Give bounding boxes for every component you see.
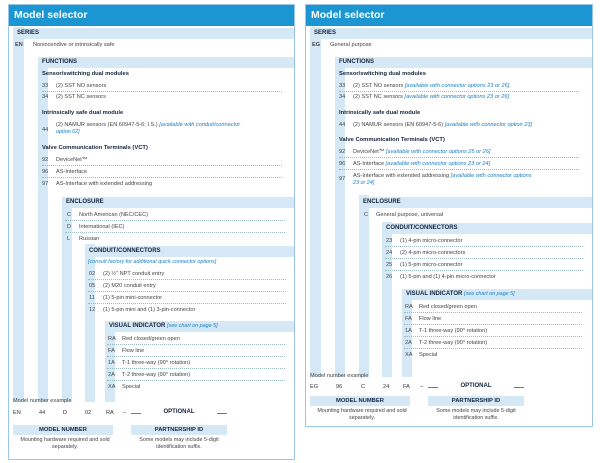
right-sensor-label-1: (2) SST NC sensors [available with connector options 23 or 26] bbox=[353, 94, 509, 100]
left-enc-label-2: Russian bbox=[79, 236, 100, 242]
right-vct-code-2: 97 bbox=[339, 176, 346, 182]
left-example-1: 44 bbox=[39, 410, 46, 416]
right-sensor-sub: Sensor/switching dual modules bbox=[339, 71, 426, 77]
right-example-title: Model number example bbox=[310, 373, 369, 379]
right-partnership-id-label: PARTNERSHIP ID bbox=[428, 396, 524, 406]
right-conduit-label-3: (1) 5-pin and (1) 4-pin micro-connector bbox=[400, 274, 496, 280]
left-model-number-label: MODEL NUMBER bbox=[13, 425, 113, 435]
left-enclosure-header: ENCLOSURE bbox=[62, 197, 294, 208]
right-example-4: FA bbox=[403, 384, 410, 390]
left-enc-code-2: L bbox=[67, 236, 71, 242]
right-is-code: 44 bbox=[339, 122, 346, 128]
right-conduit-header: CONDUIT/CONNECTORS bbox=[382, 223, 592, 234]
divider bbox=[339, 91, 579, 92]
right-visual-label-4: Special bbox=[419, 352, 438, 358]
left-vct-label-0: DeviceNet™ bbox=[56, 157, 88, 163]
divider bbox=[107, 344, 285, 345]
right-series-header: SERIES bbox=[310, 28, 592, 39]
divider bbox=[107, 356, 285, 357]
left-conduit-label-2: (1) 5-pin mini-connector bbox=[103, 295, 163, 301]
left-conduit-code-1: 05 bbox=[89, 283, 96, 289]
right-vct-code-1: 96 bbox=[339, 161, 346, 167]
optional-line bbox=[131, 413, 141, 414]
left-model-note: Mounting hardware required and sold separately. bbox=[20, 437, 110, 450]
left-partnership-id-label: PARTNERSHIP ID bbox=[131, 425, 227, 435]
left-vct-code-2: 97 bbox=[42, 181, 49, 187]
left-conduit-bar bbox=[85, 244, 95, 402]
left-example-3: 02 bbox=[85, 410, 92, 416]
left-sensor-label-0: (2) SST NO sensors bbox=[56, 83, 107, 89]
left-visual-label-1: Flow line bbox=[122, 348, 145, 354]
left-visual-label-3: T-2 three-way (90° rotation) bbox=[122, 372, 191, 378]
left-example-2: D bbox=[63, 410, 68, 416]
left-enc-label-0: North American (NEC/CEC) bbox=[79, 212, 149, 218]
right-visual-code-2: 1A bbox=[405, 328, 412, 334]
divider bbox=[42, 91, 282, 92]
left-visual-code-0: RA bbox=[108, 336, 116, 342]
divider bbox=[88, 303, 286, 304]
right-conduit-code-1: 24 bbox=[386, 250, 393, 256]
divider bbox=[404, 312, 582, 313]
left-conduit-label-3: (1) 5-pin mini and (1) 3-pin-connector bbox=[103, 307, 196, 313]
right-title: Model selector bbox=[306, 5, 592, 26]
right-series-label: General purpose bbox=[330, 42, 372, 48]
right-series-bar bbox=[310, 27, 321, 377]
left-conduit-code-3: 12 bbox=[89, 307, 96, 313]
divider bbox=[88, 291, 286, 292]
left-is-code: 44 bbox=[42, 127, 49, 133]
right-sensor-code-1: 34 bbox=[339, 94, 346, 100]
right-model-number-label: MODEL NUMBER bbox=[310, 396, 410, 406]
right-example-5: – bbox=[420, 384, 424, 390]
right-visual-label-1: Flow line bbox=[419, 316, 442, 322]
divider bbox=[42, 177, 282, 178]
optional-line bbox=[217, 413, 227, 414]
right-visual-label-2: T-1 three-way (90° rotation) bbox=[419, 328, 488, 334]
left-series-bar bbox=[13, 27, 24, 402]
left-sensor-label-1: (2) SST NC sensors bbox=[56, 94, 106, 100]
left-is-note2: option 02] bbox=[56, 129, 80, 135]
divider bbox=[385, 270, 583, 271]
right-vct-sub: Valve Communication Terminals (VCT) bbox=[339, 137, 445, 143]
left-example-4: RA bbox=[106, 410, 114, 416]
left-series-code: EN bbox=[15, 42, 23, 48]
optional-line bbox=[428, 387, 438, 388]
left-visual-code-3: 2A bbox=[108, 372, 115, 378]
divider bbox=[339, 169, 579, 170]
right-vct-label-1: AS-Interface [available with connector options 23 or 24] bbox=[353, 161, 491, 167]
left-functions-bar bbox=[38, 57, 48, 402]
left-sensor-code-0: 33 bbox=[42, 83, 49, 89]
left-enc-code-1: D bbox=[67, 224, 72, 230]
left-conduit-label-0: (2) ½" NPT conduit entry bbox=[103, 271, 165, 277]
divider bbox=[404, 348, 582, 349]
right-conduit-code-0: 23 bbox=[386, 238, 393, 244]
right-example-1: 96 bbox=[336, 384, 343, 390]
left-enc-label-1: International (IEC) bbox=[79, 224, 125, 230]
right-is-label: (2) NAMUR sensors (EN 60947-5-6) [available with connector option 23] bbox=[353, 122, 533, 128]
right-visual-label-3: T-2 three-way (90° rotation) bbox=[419, 340, 488, 346]
right-optional: OPTIONAL bbox=[460, 383, 492, 389]
right-visual-code-4: XA bbox=[405, 352, 413, 358]
right-model-selector bbox=[305, 4, 593, 427]
right-enc-code-0: C bbox=[364, 212, 369, 218]
left-vct-label-2: AS-Interface with extended addressing bbox=[56, 181, 153, 187]
divider bbox=[404, 336, 582, 337]
right-vct-label-0: DeviceNet™ [available with connector options 25 or 26] bbox=[353, 149, 491, 155]
left-vct-code-1: 96 bbox=[42, 169, 49, 175]
divider bbox=[107, 380, 285, 381]
right-series-code: EG bbox=[312, 42, 321, 48]
left-vct-sub: Valve Communication Terminals (VCT) bbox=[42, 145, 148, 151]
right-vct-note2: 23 or 24] bbox=[353, 180, 375, 186]
left-sensor-sub: Sensor/switching dual modules bbox=[42, 71, 129, 77]
left-enc-code-0: C bbox=[67, 212, 72, 218]
left-optional: OPTIONAL bbox=[163, 409, 195, 415]
right-example-3: 24 bbox=[383, 384, 390, 390]
divider bbox=[339, 157, 579, 158]
left-series-header: SERIES bbox=[13, 28, 294, 39]
left-model-selector bbox=[8, 4, 295, 460]
right-visual-code-3: 2A bbox=[405, 340, 412, 346]
right-model-note: Mounting hardware required and sold separately. bbox=[317, 408, 407, 421]
divider bbox=[42, 165, 282, 166]
left-conduit-note: [consult factory for additional quick connector options] bbox=[88, 259, 217, 265]
right-vct-label-2: AS-Interface with extended addressing [available with connector options bbox=[353, 173, 532, 179]
divider bbox=[88, 279, 286, 280]
left-sensor-code-1: 34 bbox=[42, 94, 49, 100]
left-visual-code-4: XA bbox=[108, 384, 116, 390]
divider bbox=[65, 232, 285, 233]
right-conduit-label-2: (1) 5-pin micro-connector bbox=[400, 262, 463, 268]
left-example-title: Model number example bbox=[13, 398, 72, 404]
optional-line bbox=[514, 387, 524, 388]
right-functions-bar bbox=[335, 57, 345, 377]
right-example-2: C bbox=[361, 384, 366, 390]
right-enc-label-0: General purpose, universal bbox=[376, 212, 444, 218]
divider bbox=[65, 220, 285, 221]
right-conduit-code-3: 26 bbox=[386, 274, 393, 280]
left-visual-code-1: FA bbox=[108, 348, 115, 354]
right-conduit-code-2: 25 bbox=[386, 262, 393, 268]
left-example-0: EN bbox=[13, 410, 21, 416]
right-sensor-label-0: (2) SST NO sensors [available with connector options 23 or 26] bbox=[353, 83, 510, 89]
right-visual-label-0: Red closed/green open bbox=[419, 304, 477, 310]
right-visual-header: VISUAL INDICATOR [see chart on page 5] bbox=[402, 289, 592, 300]
left-functions-header: FUNCTIONS bbox=[38, 57, 294, 68]
right-vct-code-0: 92 bbox=[339, 149, 346, 155]
left-visual-header: VISUAL INDICATOR [see chart on page 5] bbox=[105, 321, 294, 332]
right-conduit-label-0: (1) 4-pin micro-connector bbox=[400, 238, 463, 244]
right-sensor-code-0: 33 bbox=[339, 83, 346, 89]
divider bbox=[107, 368, 285, 369]
left-is-sub: Intrinsically safe dual module bbox=[42, 110, 124, 116]
right-visual-code-0: RA bbox=[405, 304, 413, 310]
left-is-label: (2) NAMUR sensors (EN 60947-5-6; I.S.) [available with conduit/connector bbox=[56, 122, 241, 128]
left-example-5: – bbox=[123, 410, 127, 416]
left-vct-code-0: 92 bbox=[42, 157, 49, 163]
left-conduit-code-0: 02 bbox=[89, 271, 96, 277]
right-partnership-note: Some models may include 5-digit identification suffix. bbox=[436, 408, 516, 421]
right-enclosure-header: ENCLOSURE bbox=[359, 197, 592, 208]
left-conduit-code-2: 11 bbox=[89, 295, 95, 301]
divider bbox=[385, 258, 583, 259]
right-functions-header: FUNCTIONS bbox=[335, 57, 592, 68]
right-visual-code-1: FA bbox=[405, 316, 412, 322]
divider bbox=[404, 324, 582, 325]
left-visual-label-0: Red closed/green open bbox=[122, 336, 180, 342]
divider bbox=[385, 246, 583, 247]
right-example-0: EG bbox=[310, 384, 319, 390]
left-vct-label-1: AS-Interface bbox=[56, 169, 88, 175]
left-conduit-label-1: (2) M20 conduit entry bbox=[103, 283, 156, 289]
left-visual-label-2: T-1 three-way (90° rotation) bbox=[122, 360, 191, 366]
left-visual-code-2: 1A bbox=[108, 360, 115, 366]
right-enclosure-bar bbox=[359, 195, 369, 377]
left-conduit-header: CONDUIT/CONNECTORS bbox=[85, 246, 294, 257]
left-visual-label-4: Special bbox=[122, 384, 141, 390]
left-series-label: Nonincendive or intrinsically safe bbox=[33, 42, 115, 48]
left-title: Model selector bbox=[9, 5, 294, 26]
right-conduit-label-1: (2) 4-pin micro-connectors bbox=[400, 250, 466, 256]
right-is-sub: Intrinsically safe dual module bbox=[339, 110, 421, 116]
left-partnership-note: Some models may include 5-digit identification suffix. bbox=[139, 437, 219, 450]
